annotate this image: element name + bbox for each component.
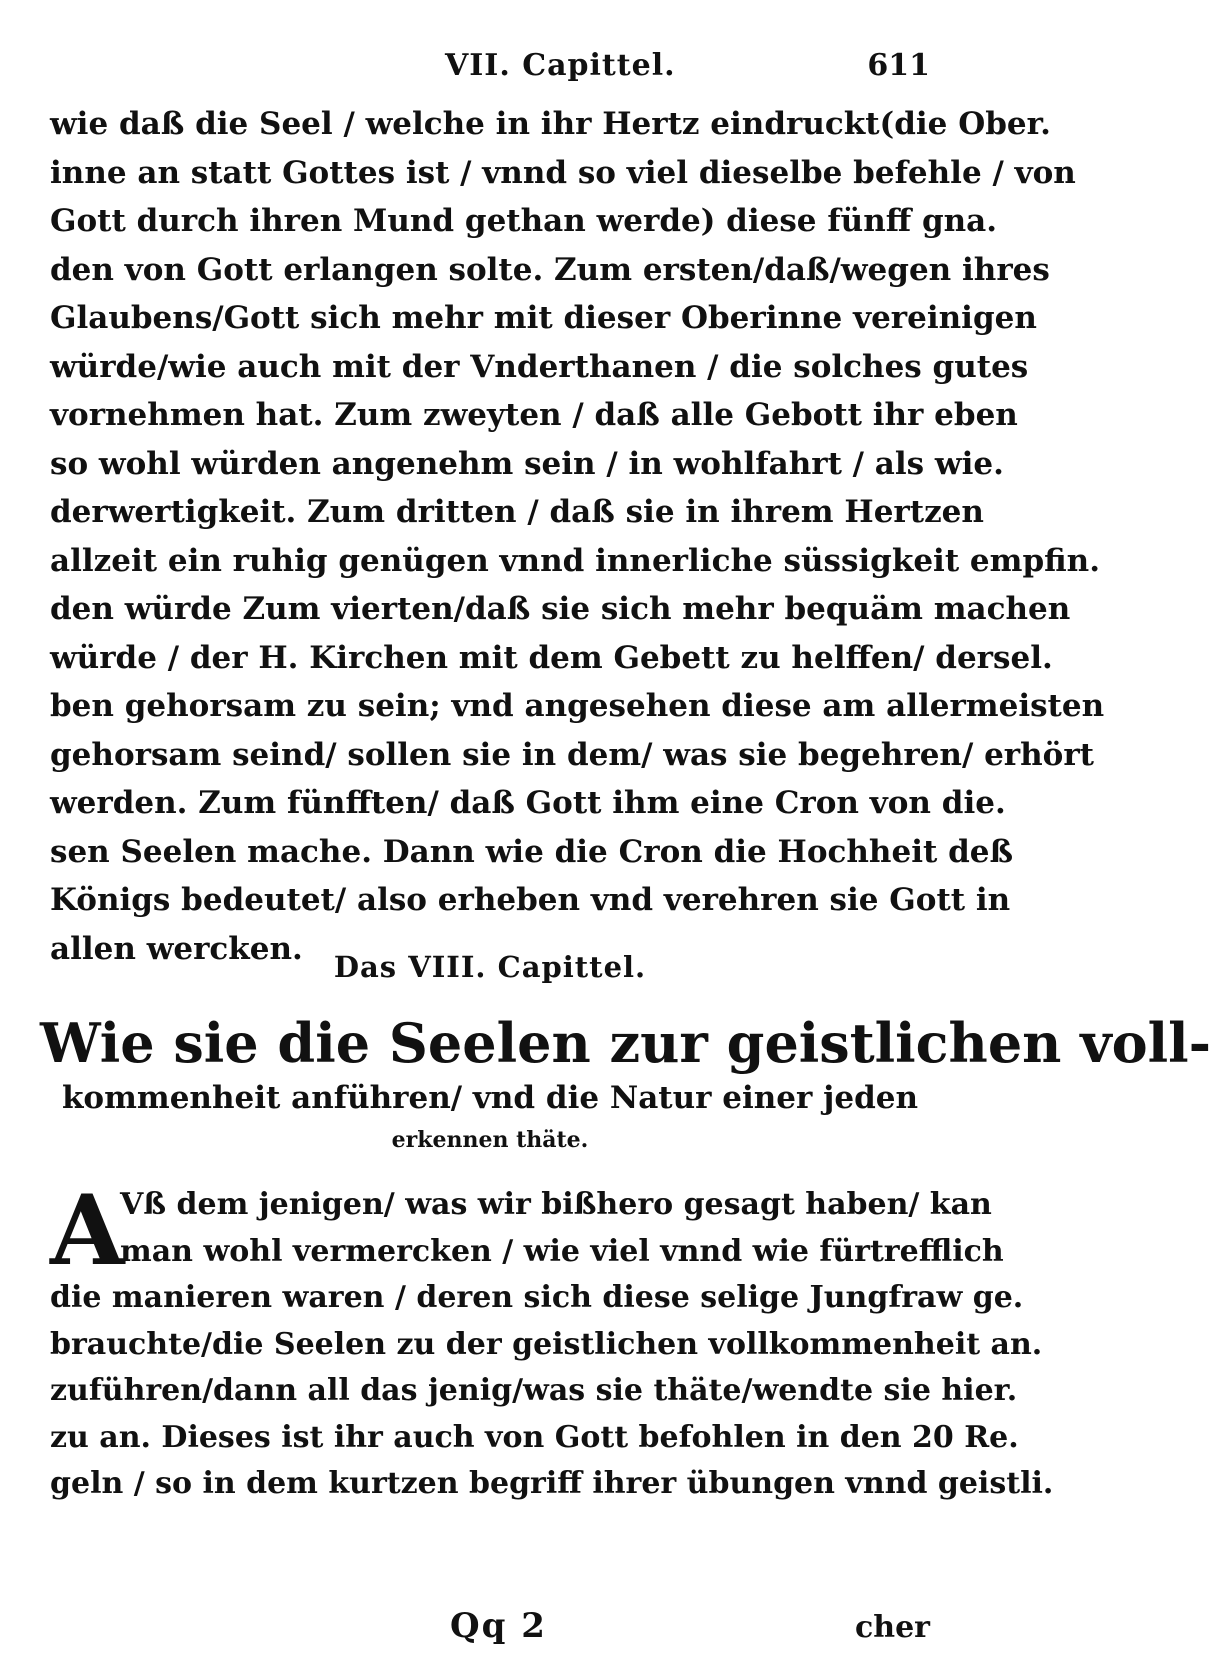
- catchword: cher: [855, 1610, 930, 1645]
- text-line: allzeit ein ruhig genügen vnnd innerliche süssigkeit empfin.: [50, 542, 1101, 579]
- text-line: inne an statt Gottes ist / vnnd so viel dieselbe befehle / von: [50, 154, 1076, 191]
- text-line: ben gehorsam zu sein; vnd angesehen diese am allermeisten: [50, 688, 1105, 724]
- text-line: Glaubens/Gott sich mehr mit dieser Oberinne vereinigen: [50, 300, 1037, 336]
- body-text: [50, 100, 1105, 973]
- text-line: brauchte/die Seelen zu der geistlichen vollkommenheit an.: [50, 1326, 1043, 1362]
- paragraph: [50, 1174, 1054, 1508]
- text-line: die manieren waren / deren sich diese selige Jungfraw ge.: [50, 1280, 1024, 1315]
- text-line: allen wercken.: [50, 930, 303, 967]
- text-line: gehorsam seind/ sollen sie in dem/ was sie begehren/ erhört: [50, 736, 1094, 773]
- running-head: [50, 48, 930, 92]
- text-line: Königs bedeutet/ also erheben vnd verehren sie Gott in: [50, 882, 1011, 918]
- chapter-title-line: Wie sie die Seelen zur geistlichen voll-: [40, 1011, 1211, 1075]
- text-line: geln / so in dem kurtzen begriff ihrer übungen vnnd geistli.: [50, 1466, 1054, 1501]
- chapter-title-line: erkennen thäte.: [391, 1127, 589, 1153]
- page-footer: [50, 1606, 930, 1652]
- text-line: derwertigkeit. Zum dritten / daß sie in ihrem Hertzen: [50, 494, 984, 530]
- text-line: Vß dem jenigen/ was wir bißhero gesagt haben/ kan: [120, 1187, 992, 1222]
- text-line: würde/wie auch mit der Vnderthanen / die solches gutes: [50, 348, 1029, 385]
- running-title: VII. Capittel.: [445, 48, 676, 83]
- text-line: den würde Zum vierten/daß sie sich mehr bequäm machen: [50, 591, 1071, 627]
- text-line: werden. Zum fünfften/ daß Gott ihm eine Cron von die.: [50, 785, 1006, 821]
- drop-cap: A: [50, 1174, 125, 1287]
- signature-mark: Qq 2: [450, 1606, 547, 1646]
- text-line: würde / der H. Kirchen mit dem Gebett zu helffen/ dersel.: [50, 639, 1053, 676]
- page-number: 611: [867, 48, 930, 83]
- chapter-title-line: kommenheit anführen/ vnd die Natur einer jeden: [61, 1080, 919, 1116]
- chapter-heading: Das VIII. Capittel.: [333, 950, 647, 984]
- text-line: Gott durch ihren Mund gethan werde) diese fünff gna.: [50, 203, 998, 239]
- text-line: zu an. Dieses ist ihr auch von Gott befohlen in den 20 Re.: [50, 1419, 1019, 1455]
- text-line: den von Gott erlangen solte. Zum ersten/daß/wegen ihres: [50, 251, 1050, 288]
- text-line: zuführen/dann all das jenig/was sie thäte/wendte sie hier.: [50, 1373, 1018, 1408]
- text-line: vornehmen hat. Zum zweyten / daß alle Gebott ihr eben: [50, 397, 1018, 433]
- chapter-title: [40, 1010, 1211, 1160]
- text-line: wie daß die Seel / welche in ihr Hertz eindruckt(die Ober.: [50, 106, 1051, 142]
- text-line: so wohl würden angenehm sein / in wohlfahrt / als wie.: [50, 445, 1004, 482]
- text-line: man wohl vermercken / wie viel vnnd wie fürtrefflich: [120, 1233, 1004, 1269]
- text-line: sen Seelen mache. Dann wie die Cron die Hochheit deß: [50, 833, 1014, 870]
